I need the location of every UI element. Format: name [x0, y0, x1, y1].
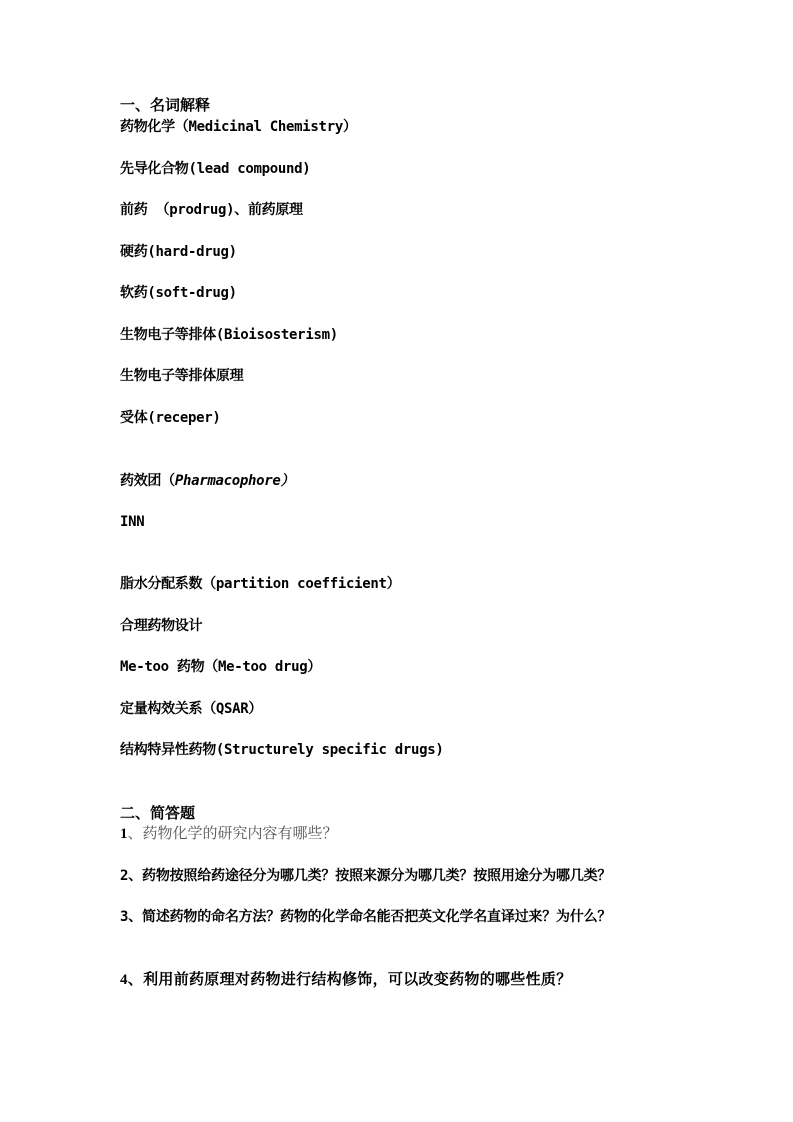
term-receptor: 受体(receper)	[120, 410, 221, 426]
term-structurally-specific-drugs: 结构特异性药物(Structurely specific drugs)	[120, 742, 444, 758]
term-pharmacophore	[120, 471, 294, 491]
question-1-number: 1	[120, 826, 128, 842]
question-1	[120, 824, 338, 844]
term-medicinal-chemistry: 药物化学（Medicinal Chemistry）	[120, 119, 357, 135]
term-lead-compound: 先导化合物(lead compound)	[120, 161, 311, 177]
section-heading-short-answer: 二、简答题	[120, 806, 196, 822]
term-hard-drug: 硬药(hard-drug)	[120, 244, 237, 260]
term-inn: INN	[120, 514, 145, 530]
term-pharmacophore-en: Pharmacophore）	[174, 473, 295, 489]
term-pharmacophore-cn: 药效团（	[120, 473, 175, 489]
term-rational-drug-design: 合理药物设计	[120, 618, 203, 634]
question-2: 2、药物按照给药途径分为哪几类？按照来源分为哪几类？按照用途分为哪几类？	[120, 868, 612, 884]
term-bioisosterism-principle: 生物电子等排体原理	[120, 368, 244, 384]
term-partition-coefficient: 脂水分配系数（partition coefficient）	[120, 576, 401, 592]
term-prodrug: 前药 （prodrug)、前药原理	[120, 202, 303, 218]
question-3: 3、简述药物的命名方法？药物的化学命名能否把英文化学名直译过来？为什么？	[120, 909, 612, 925]
section-heading-definitions: 一、名词解释	[120, 98, 211, 114]
term-qsar: 定量构效关系（QSAR）	[120, 701, 263, 717]
term-me-too-drug: Me-too 药物（Me-too drug）	[120, 659, 322, 675]
question-1-text: 、药物化学的研究内容有哪些？	[127, 826, 338, 842]
term-soft-drug: 软药(soft-drug)	[120, 285, 237, 301]
term-bioisosterism: 生物电子等排体(Bioisosterism)	[120, 327, 338, 343]
question-4: 4、利用前药原理对药物进行结构修饰，可以改变药物的哪些性质？	[120, 972, 572, 988]
